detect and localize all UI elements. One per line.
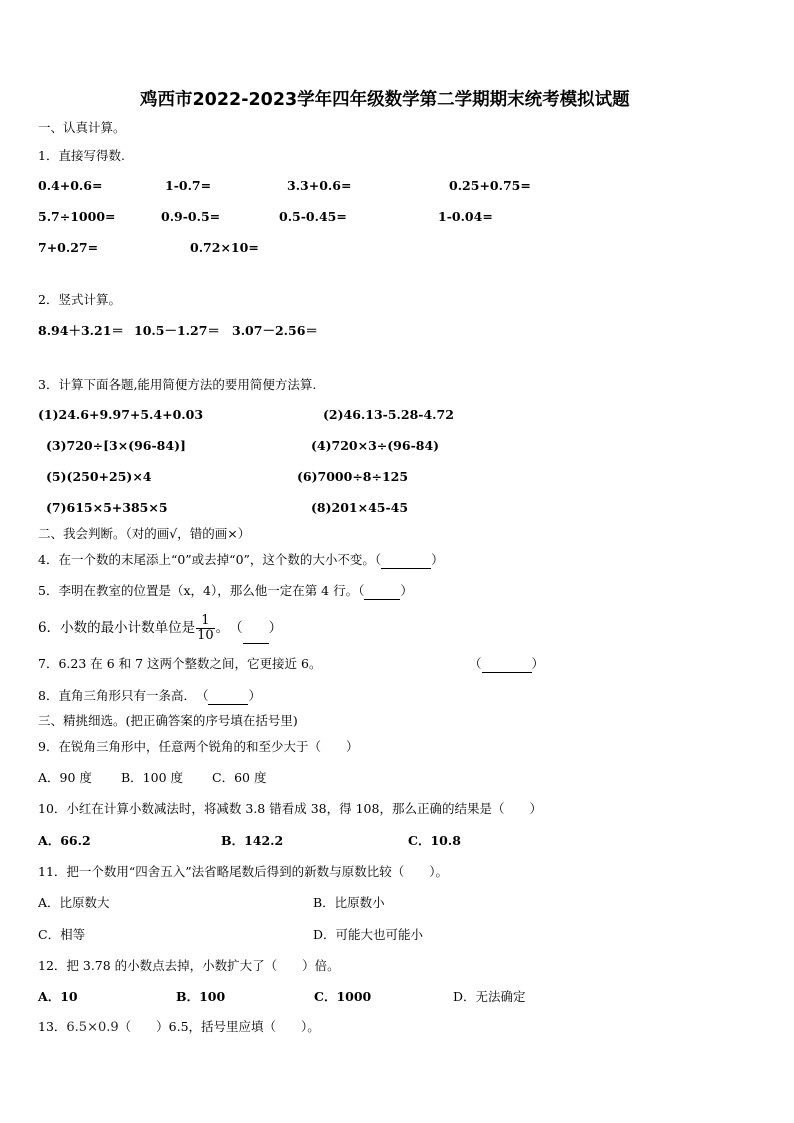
simplify-item: (7)615×5+385×5 — [46, 500, 168, 515]
calc-item: 0.72×10= — [190, 240, 259, 255]
question-8 — [38, 688, 261, 705]
option: A．66.2 — [38, 833, 91, 848]
question-2: 2．竖式计算。 — [38, 292, 121, 307]
option: C．10.8 — [408, 833, 461, 848]
question-6-text: 6．小数的最小计数单位是 — [38, 620, 196, 636]
simplify-item: (8)201×45-45 — [311, 500, 409, 515]
question-3: 3．计算下面各题,能用简便方法的要用简便方法算. — [38, 377, 317, 392]
vertical-calc-item: 3.07－2.56＝ — [232, 323, 318, 338]
section-heading-3: 三、精挑细选。(把正确答案的序号填在括号里) — [38, 713, 298, 728]
simplify-item: (2)46.13-5.28-4.72 — [323, 407, 454, 422]
option: B．142.2 — [221, 833, 284, 848]
question-9: 9．在锐角三角形中，任意两个锐角的和至少大于（ ） — [38, 739, 359, 754]
question-13 — [38, 1019, 320, 1036]
fraction-denominator: 10 — [197, 628, 214, 643]
calc-item: 7+0.27= — [38, 240, 99, 255]
paren-close: ） — [431, 552, 444, 567]
simplify-item: (5)(250+25)×4 — [46, 469, 152, 484]
simplify-item: (1)24.6+9.97+5.4+0.03 — [38, 407, 204, 422]
paren-close: ） — [400, 583, 413, 598]
section-heading-1: 一、认真计算。 — [38, 120, 126, 135]
question-4 — [38, 552, 444, 569]
question-13-text: （ ）6.5，括号里应填（ ）。 — [118, 1019, 320, 1034]
paren-close: ） — [531, 656, 545, 671]
calc-item: 0.9-0.5= — [161, 209, 221, 224]
option: A．10 — [38, 989, 78, 1004]
question-5-text: 5．李明在教室的位置是（x，4），那么他一定在第 4 行。（ — [38, 583, 365, 598]
fraction — [196, 614, 215, 643]
question-5 — [38, 583, 413, 600]
option: C．60 度 — [212, 770, 267, 785]
calc-item: 0.25+0.75= — [449, 178, 531, 193]
vertical-calc-item: 8.94＋3.21＝ — [38, 323, 124, 338]
option: D．可能大也可能小 — [313, 927, 424, 942]
question-12: 12．把 3.78 的小数点去掉，小数扩大了（ ）倍。 — [38, 958, 340, 973]
question-10: 10．小红在计算小数减法时，将减数 3.8 错看成 38，得 108，那么正确的结果是（ ） — [38, 801, 542, 816]
question-8-text: 8．直角三角形只有一条高． （ — [38, 688, 209, 703]
option: C．相等 — [38, 927, 86, 942]
question-7-answer — [469, 656, 544, 673]
option: D．无法确定 — [453, 989, 526, 1004]
fraction-numerator: 1 — [196, 614, 215, 629]
option: B．100 — [176, 989, 226, 1004]
answer-blank — [381, 552, 431, 569]
option: A．90 度 — [38, 770, 92, 785]
math-expression: 6.5×0.9 — [66, 1020, 119, 1035]
simplify-item: (6)7000÷8÷125 — [297, 469, 409, 484]
option: B．100 度 — [121, 770, 184, 785]
answer-blank — [482, 656, 532, 673]
question-6-suffix: 。 （ — [215, 620, 243, 636]
calc-item: 1-0.7= — [165, 178, 212, 193]
section-heading-2: 二、我会判断。（对的画√，错的画×） — [38, 526, 251, 541]
page-title: 鸡西市2022-2023学年四年级数学第二学期期末统考模拟试题 — [140, 90, 630, 110]
calc-item: 1-0.04= — [438, 209, 493, 224]
answer-blank — [243, 613, 269, 644]
paren-open: （ — [469, 656, 482, 671]
simplify-item: (4)720×3÷(96-84) — [311, 438, 440, 453]
answer-blank — [208, 688, 248, 705]
question-1: 1．直接写得数. — [38, 148, 125, 163]
paren-close: ） — [268, 620, 283, 636]
vertical-calc-item: 10.5－1.27＝ — [134, 323, 220, 338]
question-7: 7．6.23 在 6 和 7 这两个整数之间，它更接近 6。 — [38, 656, 322, 671]
question-13-number: 13． — [38, 1019, 67, 1034]
question-4-text: 4．在一个数的末尾添上“0”或去掉“0”，这个数的大小不变。（ — [38, 552, 382, 567]
option: A．比原数大 — [38, 895, 110, 910]
calc-item: 5.7÷1000= — [38, 209, 116, 224]
calc-item: 0.4+0.6= — [38, 178, 103, 193]
question-6 — [38, 613, 282, 644]
answer-blank — [364, 583, 400, 600]
calc-item: 3.3+0.6= — [287, 178, 352, 193]
option: C．1000 — [314, 989, 372, 1004]
simplify-item: (3)720÷[3×(96-84)] — [46, 438, 186, 453]
option: B．比原数小 — [313, 895, 385, 910]
paren-close: ） — [248, 688, 261, 703]
question-11: 11．把一个数用“四舍五入”法省略尾数后得到的新数与原数比较（ ）。 — [38, 864, 448, 879]
calc-item: 0.5-0.45= — [279, 209, 347, 224]
